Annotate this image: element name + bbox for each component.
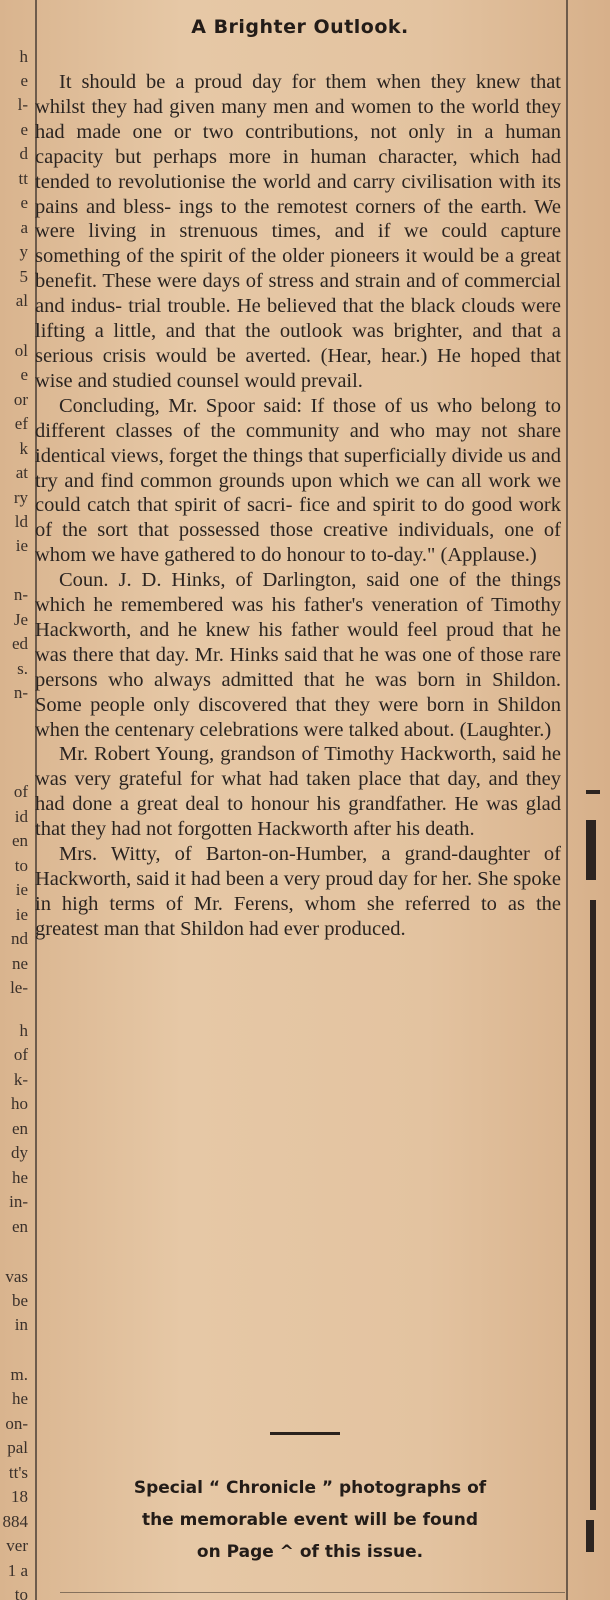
adjacent-column-fragment: to xyxy=(14,856,28,875)
adjacent-column-mark xyxy=(586,820,596,880)
adjacent-column-fragment: 884 xyxy=(2,1512,28,1531)
adjacent-column-fragment: ie xyxy=(15,536,28,555)
adjacent-column-fragment: k xyxy=(19,439,28,458)
adjacent-column-fragment: tt's xyxy=(8,1463,28,1482)
adjacent-column-fragment: of xyxy=(13,1045,28,1064)
adjacent-column-fragment: e xyxy=(20,71,28,90)
photographs-notice xyxy=(60,1472,560,1568)
adjacent-column-fragment: h xyxy=(19,47,28,66)
adjacent-column-fragment: in- xyxy=(9,1192,28,1211)
notice-line: on Page ^ of this issue. xyxy=(196,1542,424,1562)
adjacent-column-fragment: y xyxy=(19,242,28,261)
adjacent-column-mark xyxy=(586,790,600,794)
adjacent-column-fragment: d xyxy=(19,144,28,163)
adjacent-column-fragment: ho xyxy=(11,1094,28,1113)
adjacent-column-fragment: e xyxy=(20,365,28,384)
adjacent-column-fragment: n- xyxy=(13,683,28,702)
adjacent-column-fragment: en xyxy=(11,1119,28,1138)
article-paragraph: It should be a proud day for them when they knew that whilst they had given many men and women to the world they had made one or two contributions, not only in a human capacity but perhaps more in human character, which had tended to revolutionise the world and carry civilisation with its pains and bless- ings to the remotest corners of the earth. We were living in strenuous times, and if we could capture something of the spirit of the older pioneers it would be a great benefit. These were days of stress and strain and of commercial and indus- trial trouble. He believed that the black clouds were lifting a little, and that the outlook was brighter, and that a serious crisis would be averted. (Hear, hear.) He hoped that wise and studied counsel would prevail. xyxy=(35,71,561,392)
adjacent-column-fragment: m. xyxy=(10,1365,28,1384)
adjacent-column-fragment: le- xyxy=(10,978,28,997)
adjacent-column-fragment: ef xyxy=(14,414,28,433)
adjacent-column-mark xyxy=(586,1520,594,1552)
adjacent-column-fragment: s. xyxy=(17,659,28,678)
article-paragraph: Concluding, Mr. Spoor said: If those of us who belong to different classes of the community and who may not share identical views, forget the things that superficially divide us and try and find common grounds upon which we can all work we could catch that spirit of sacri- fice and spirit to do good work of the sort that possessed those creative individuals, one of whom we have gathered to do honour to to-day." (Applause.) xyxy=(35,394,561,567)
adjacent-column-fragment: or xyxy=(13,390,28,409)
column-rule-bottom xyxy=(60,1592,565,1593)
adjacent-column-fragment: en xyxy=(11,831,28,850)
adjacent-column-fragments xyxy=(0,0,30,1600)
adjacent-column-fragment: he xyxy=(11,1389,28,1408)
notice-line: Special “ Chronicle ” photographs of xyxy=(133,1478,487,1498)
adjacent-column-fragment: at xyxy=(15,463,28,482)
adjacent-column-fragment: tt xyxy=(18,169,28,188)
adjacent-column-fragment: be xyxy=(11,1291,28,1310)
adjacent-column-rule xyxy=(590,900,596,1510)
adjacent-column-fragment: ie xyxy=(15,905,28,924)
adjacent-column-fragment: n- xyxy=(13,585,28,604)
adjacent-column-fragment: of xyxy=(13,782,28,801)
adjacent-column-fragment: pal xyxy=(7,1438,28,1457)
article-body xyxy=(35,70,561,942)
adjacent-column-fragment: in xyxy=(14,1315,28,1334)
adjacent-column-fragment: 1 a xyxy=(7,1561,28,1580)
adjacent-column-fragment: e xyxy=(20,193,28,212)
column-rule-right xyxy=(566,0,568,1600)
adjacent-column-fragment: ie xyxy=(15,880,28,899)
adjacent-column-fragment: h xyxy=(19,1021,28,1040)
adjacent-column-fragment: k- xyxy=(13,1070,28,1089)
adjacent-column-fragment: e xyxy=(20,120,28,139)
adjacent-column-fragment: 5 xyxy=(19,267,28,286)
adjacent-column-fragment: l- xyxy=(17,95,28,114)
adjacent-column-fragment: ld xyxy=(14,512,28,531)
adjacent-column-fragment: id xyxy=(14,807,28,826)
adjacent-column-fragment: on- xyxy=(5,1414,28,1433)
article-paragraph: Coun. J. D. Hinks, of Darlington, said one of the things which he remembered was his father's veneration of Timothy Hackworth, and he knew his father would feel proud that he was there that day. Mr. Hinks said that he was one of those rare persons who always admitted that he was born in Shildon. Some people only discovered that they were born in Shildon when the centenary celebrations were talked about. (Laughter.) xyxy=(35,569,561,741)
article-paragraph: Mrs. Witty, of Barton-on-Humber, a grand-daughter of Hackworth, said it had been a very proud day for her. She spoke in high terms of Mr. Ferens, whom she referred to as the greatest man that Shildon had ever produced. xyxy=(35,843,562,940)
article-headline: A Brighter Outlook. xyxy=(191,16,409,38)
notice-line: the memorable event will be found xyxy=(141,1510,479,1530)
adjacent-column-fragment: to xyxy=(14,1585,28,1600)
section-divider xyxy=(270,1432,340,1435)
adjacent-column-fragment: en xyxy=(11,1217,28,1236)
adjacent-column-fragment: 18 xyxy=(11,1487,28,1506)
adjacent-column-fragment: ne xyxy=(11,954,28,973)
adjacent-column-fragment: ver xyxy=(6,1536,28,1555)
adjacent-column-fragment: vas xyxy=(5,1267,28,1286)
adjacent-column-fragment: al xyxy=(15,291,28,310)
adjacent-column-fragment: a xyxy=(20,218,28,237)
adjacent-column-fragment: dy xyxy=(11,1143,28,1162)
adjacent-column-fragment: ol xyxy=(14,341,28,360)
adjacent-column-fragment: Je xyxy=(13,610,28,629)
adjacent-column-fragment: ed xyxy=(11,634,28,653)
adjacent-column-fragment: he xyxy=(11,1168,28,1187)
article-paragraph: Mr. Robert Young, grandson of Timothy Hackworth, said he was very grateful for what had taken place that day, and they had done a great deal to honour his grandfather. He was glad that they had not forgotten Hackworth after his death. xyxy=(35,743,561,841)
adjacent-column-fragment: nd xyxy=(11,929,28,948)
adjacent-column-fragment: ry xyxy=(13,488,28,507)
